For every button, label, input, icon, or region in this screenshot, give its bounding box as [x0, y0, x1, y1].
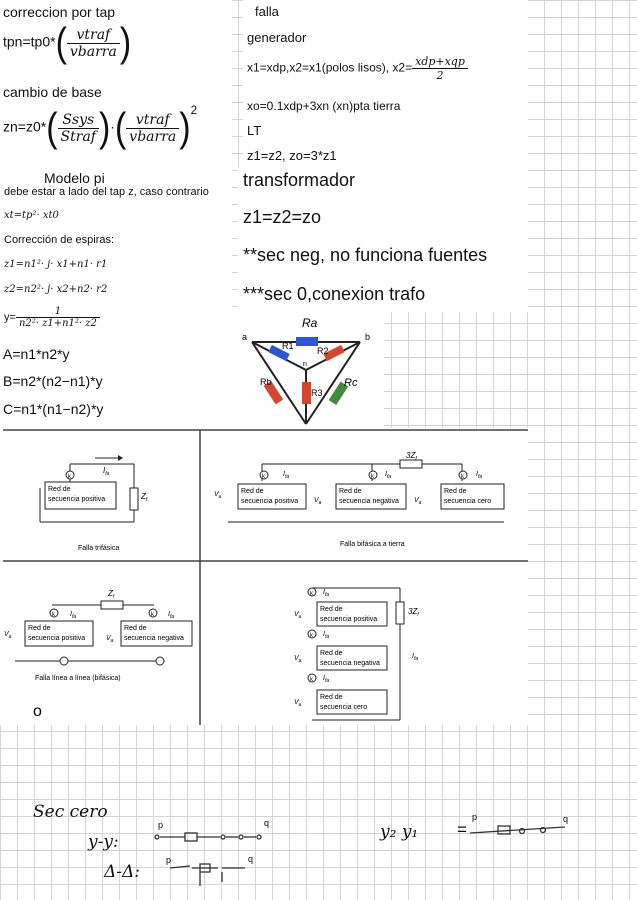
svg-text:Zf: $Z_f$	[141, 492, 148, 503]
modelo-pi-title: Modelo pi	[44, 170, 105, 186]
svg-text:Red de: Red de	[444, 488, 467, 495]
r3-resistor	[302, 382, 311, 404]
svg-text:Va: $V_a$	[294, 611, 302, 620]
svg-text:q: q	[248, 854, 254, 864]
svg-text:k: k	[52, 612, 55, 618]
espiras-title: Corrección de espiras:	[4, 234, 115, 246]
svg-text:Falla bifásica a tierra: Falla bifásica a tierra	[340, 541, 405, 548]
svg-text:Red de: Red de	[320, 694, 343, 701]
svg-text:Red de: Red de	[339, 488, 362, 495]
svg-text:Va: $V_a$	[106, 635, 114, 644]
svg-text:k: k	[371, 474, 374, 480]
xt-formula: xt=tp²· xt0	[4, 210, 59, 221]
svg-text:k: k	[151, 612, 154, 618]
svg-text:k: k	[310, 677, 313, 683]
svg-text:Va: $V_a$	[414, 497, 422, 506]
svg-text:p: p	[472, 812, 478, 822]
svg-text:Ifa: $I_{fa}$	[323, 631, 330, 640]
svg-text:secuencia cero: secuencia cero	[320, 704, 368, 711]
svg-text:secuencia negativa: secuencia negativa	[124, 635, 184, 642]
svg-text:secuencia negativa: secuencia negativa	[339, 498, 399, 505]
svg-text:Ifa: $I_{fa}$	[476, 471, 483, 480]
tap-correction-title: correccion por tap	[3, 4, 116, 20]
handwritten-sec-cero: Sec cero	[33, 802, 108, 822]
transformador-label: transformador	[243, 170, 356, 190]
c-formula: C=n1*(n1−n2)*y	[3, 401, 104, 417]
r1-label: R1	[282, 341, 294, 351]
svg-text:3Zf: $3Z_f$	[408, 607, 419, 618]
svg-text:secuencia positiva: secuencia positiva	[48, 496, 106, 503]
svg-text:q: q	[563, 814, 569, 824]
tap-note: debe estar a lado del tap z, caso contrario	[4, 186, 209, 198]
handwritten-y2y1: y₂ y₁	[380, 822, 419, 842]
svg-text:Ifa: $I_{fa}$	[103, 466, 110, 477]
svg-text:Va: $V_a$	[4, 631, 12, 640]
svg-text:Ifa: $I_{fa}$	[283, 471, 290, 480]
svg-text:Red de: Red de	[241, 488, 264, 495]
tpn-formula: tpn=tp0*( $\frac{\text{vtraf}}{\text{vbarra}}$ )	[3, 20, 132, 66]
a-formula: A=n1*n2*y	[3, 346, 70, 362]
svg-text:k: k	[461, 474, 464, 480]
single-line-to-ground-fault	[294, 588, 419, 720]
double-line-to-ground-fault	[214, 451, 504, 548]
handwritten-yy: y-y:	[88, 832, 119, 852]
handwritten-equals: =	[457, 820, 467, 839]
svg-text:q: q	[264, 818, 270, 828]
generator-x-formula: x1=xdp,x2=x1(polos lisos), x2= $\frac{\text{xdp+xqp}}{2}$	[247, 55, 468, 82]
svg-text:Ifa: $I_{fa}$	[323, 675, 330, 684]
sec-neg-note: **sec neg, no funciona fuentes	[243, 245, 488, 265]
z1-formula: z1=n1²· j· x1+n1· r1	[4, 259, 108, 270]
falla-label: falla	[255, 4, 279, 19]
base-change-title: cambio de base	[3, 84, 102, 100]
svg-text:Ifa: $I_{fa}$	[70, 611, 77, 620]
b-formula: B=n2*(n2−n1)*y	[3, 373, 103, 389]
rb-label: Rb	[260, 377, 272, 387]
rc-label: Rc	[344, 377, 358, 389]
line-to-line-fault	[4, 589, 192, 720]
svg-text:p: p	[158, 820, 164, 830]
right-notes-panel-top	[243, 0, 528, 168]
svg-text:Red de: Red de	[28, 625, 51, 632]
svg-text:Ifa: $I_{fa}$	[323, 589, 330, 598]
svg-text:o: o	[33, 703, 42, 720]
svg-text:p: p	[166, 855, 172, 865]
svg-text:Zf: $Z_f$	[108, 589, 115, 600]
svg-text:Red de: Red de	[124, 625, 147, 632]
svg-text:Va: $V_a$	[314, 497, 322, 506]
delta-star-diagram	[232, 312, 384, 436]
handwritten-sketches	[0, 790, 637, 900]
trafo-formula: z1=z2=zo	[243, 207, 322, 227]
lt-formula: z1=z2, zo=3*z1	[247, 148, 337, 163]
zn-formula: zn=z0*( $\frac{\text{Ssys}}{\text{Straf}}$ )·( $\frac{\text{vtraf}}{\text{vbarra}}$ )$^2$	[3, 104, 198, 151]
svg-text:secuencia positiva: secuencia positiva	[241, 498, 299, 505]
svg-text:Ifa: $I_{fa}$	[412, 653, 419, 662]
svg-text:k: k	[310, 633, 313, 639]
svg-text:k: k	[68, 474, 71, 480]
r2-label: R2	[317, 346, 329, 356]
y-formula: y= $\frac{1}{\text{n2²· z1+n1²· z2}}$	[4, 306, 100, 329]
svg-text:Va: $V_a$	[294, 699, 302, 708]
handwritten-dd: Δ-Δ:	[104, 862, 141, 882]
generator-xo-formula: xo=0.1xdp+3xn (xn)pta tierra	[247, 99, 401, 113]
svg-text:secuencia cero: secuencia cero	[444, 498, 492, 505]
svg-text:3Zf: $3Z_f$	[406, 451, 417, 462]
svg-text:Ifa: $I_{fa}$	[385, 471, 392, 480]
svg-text:Red de: Red de	[320, 650, 343, 657]
lt-label: LT	[247, 123, 262, 138]
generador-label: generador	[247, 30, 307, 45]
svg-text:Va: $V_a$	[294, 655, 302, 664]
r3-label: R3	[311, 388, 323, 398]
svg-text:secuencia positiva: secuencia positiva	[28, 635, 86, 642]
node-a: a	[242, 332, 248, 342]
z2-formula: z2=n2²· j· x2+n2· r2	[4, 284, 108, 295]
ra-label: Ra	[302, 316, 318, 330]
ra-resistor	[296, 337, 318, 346]
node-n: n	[303, 361, 307, 368]
svg-text:Va: $V_a$	[214, 491, 222, 500]
svg-text:Red de: Red de	[320, 606, 343, 613]
node-b: b	[365, 332, 371, 342]
svg-text:k: k	[310, 591, 313, 597]
sec-0-note: ***sec 0,conexion trafo	[243, 284, 426, 304]
three-phase-fault	[40, 455, 148, 552]
fault-diagrams	[0, 428, 528, 725]
svg-text:Ifa: $I_{fa}$	[168, 611, 175, 620]
svg-text:secuencia negativa: secuencia negativa	[320, 660, 380, 667]
svg-text:secuencia positiva: secuencia positiva	[320, 616, 378, 623]
svg-text:k: k	[262, 474, 265, 480]
svg-text:Falla trifásica: Falla trifásica	[78, 545, 120, 552]
svg-text:Red de: Red de	[48, 486, 71, 493]
svg-text:Falla línea a línea (bifásica): Falla línea a línea (bifásica)	[35, 675, 121, 682]
